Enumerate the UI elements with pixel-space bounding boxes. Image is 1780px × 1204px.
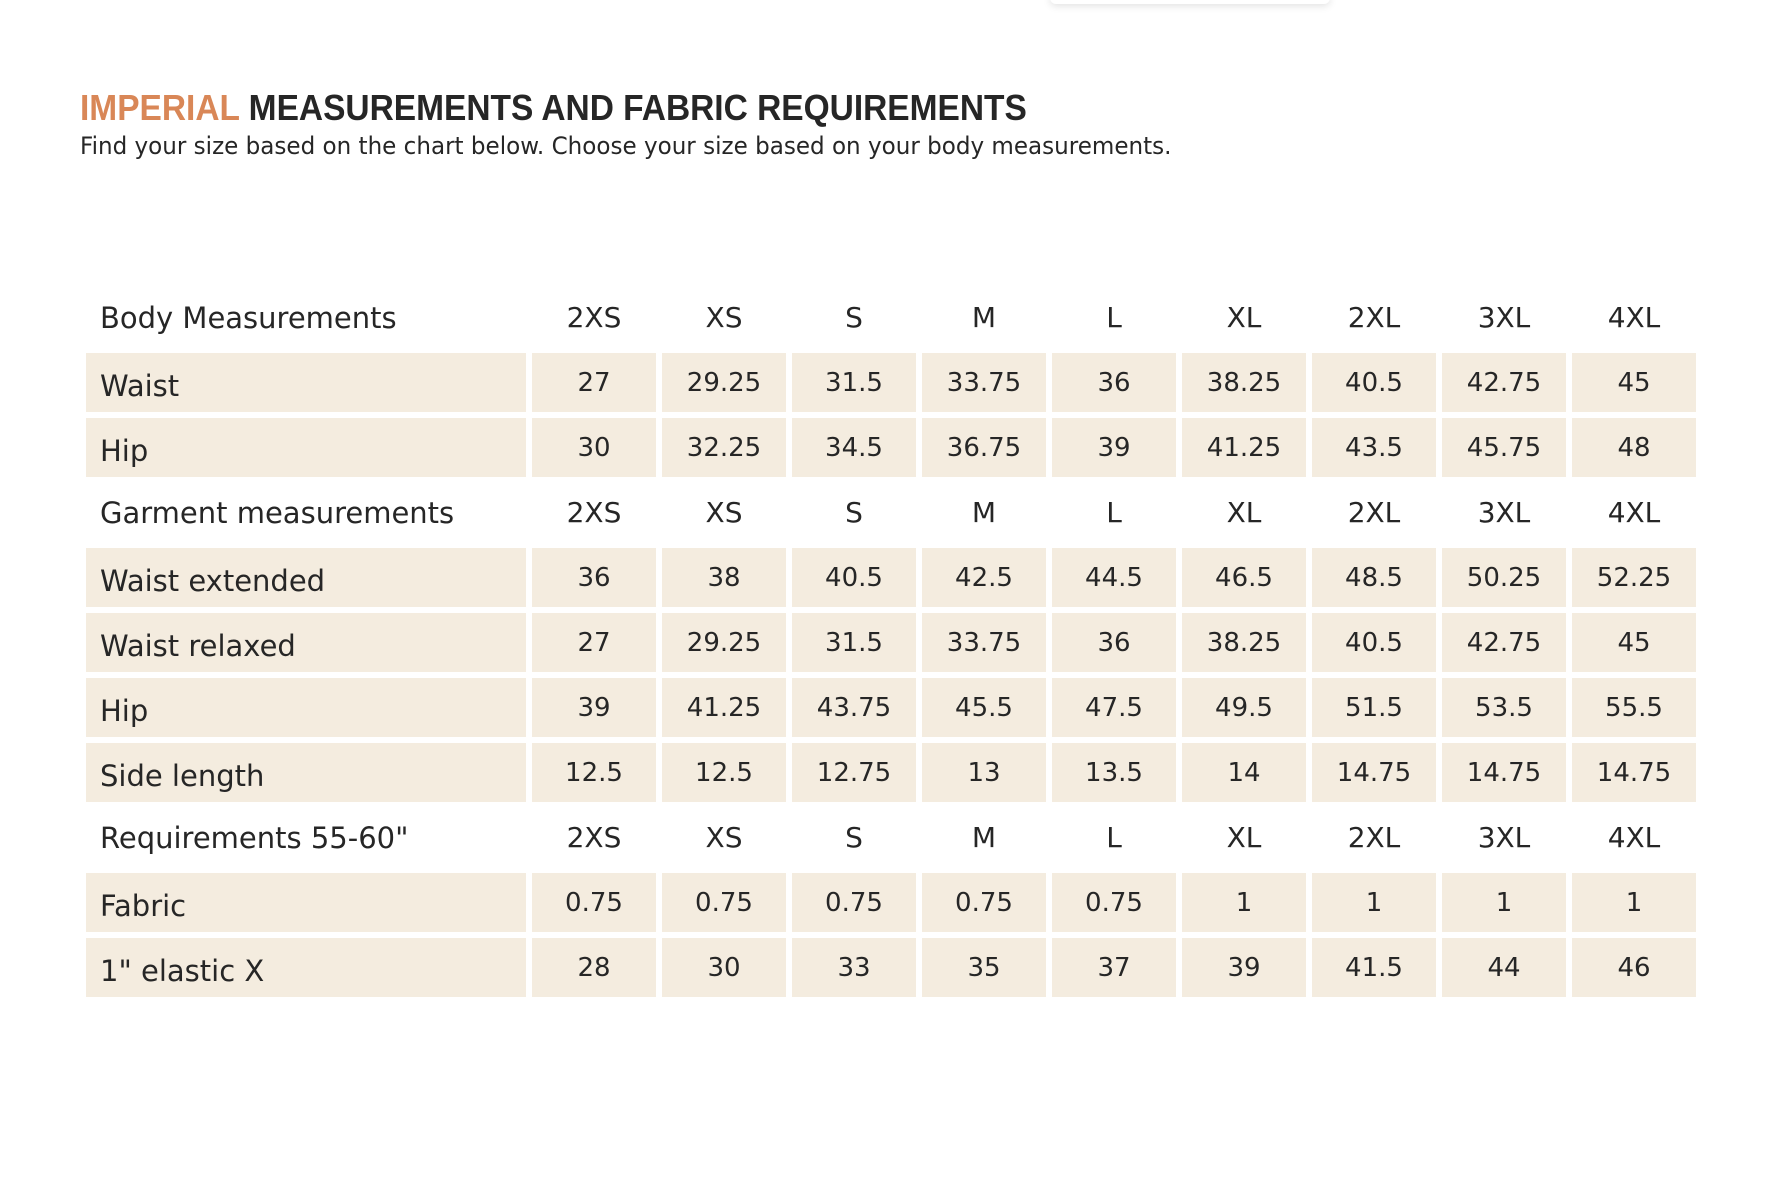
value-cell: 39 [1052, 418, 1176, 477]
value-cell: 12.5 [662, 743, 786, 802]
row-label: Hip [86, 678, 526, 737]
size-header-cell: XL [1226, 301, 1262, 334]
value-cell: 41.25 [1182, 418, 1306, 477]
value-cell: 29.25 [662, 353, 786, 412]
section-heading: Garment measurements [100, 495, 455, 530]
value-cell: 13.5 [1052, 743, 1176, 802]
value-cell: 40.5 [1312, 353, 1436, 412]
value-cell: 1 [1312, 873, 1436, 932]
value-cell: 38.25 [1182, 613, 1306, 672]
table-row [86, 873, 1696, 932]
value-cell: 45 [1572, 613, 1696, 672]
value-cell: 14.75 [1572, 743, 1696, 802]
value-cell: 0.75 [1052, 873, 1176, 932]
value-cell: 39 [1182, 938, 1306, 997]
value-cell: 36.75 [922, 418, 1046, 477]
value-cell: 36 [532, 548, 656, 607]
value-cell: 46.5 [1182, 548, 1306, 607]
value-cell: 51.5 [1312, 678, 1436, 737]
size-header-cell: S [845, 301, 863, 334]
size-header-cell: XS [705, 821, 743, 854]
size-header-cell: XL [1226, 496, 1262, 529]
value-cell: 49.5 [1182, 678, 1306, 737]
size-header-cell: M [971, 821, 997, 854]
value-cell: 36 [1052, 353, 1176, 412]
top-decoration [1050, 0, 1330, 4]
row-label: Side length [86, 743, 526, 802]
row-label: Waist [86, 353, 526, 412]
value-cell: 12.5 [532, 743, 656, 802]
value-cell: 30 [532, 418, 656, 477]
value-cell: 29.25 [662, 613, 786, 672]
value-cell: 33 [792, 938, 916, 997]
value-cell: 0.75 [922, 873, 1046, 932]
value-cell: 31.5 [792, 353, 916, 412]
value-cell: 33.75 [922, 613, 1046, 672]
table-row [86, 353, 1696, 412]
value-cell: 45 [1572, 353, 1696, 412]
value-cell: 43.5 [1312, 418, 1436, 477]
size-header-cell: 2XS [566, 496, 622, 529]
value-cell: 0.75 [662, 873, 786, 932]
section-heading: Requirements 55-60" [100, 820, 409, 855]
value-cell: 14 [1182, 743, 1306, 802]
value-cell: 37 [1052, 938, 1176, 997]
value-cell: 0.75 [792, 873, 916, 932]
value-cell: 39 [532, 678, 656, 737]
table-row [86, 743, 1696, 802]
value-cell: 28 [532, 938, 656, 997]
size-chart-body [86, 288, 1696, 997]
value-cell: 38 [662, 548, 786, 607]
value-cell: 0.75 [532, 873, 656, 932]
size-header-cell: 4XL [1607, 301, 1661, 334]
value-cell: 40.5 [792, 548, 916, 607]
size-header-cell: XS [705, 496, 743, 529]
value-cell: 42.75 [1442, 353, 1566, 412]
table-row [86, 938, 1696, 997]
title-accent: IMPERIAL [80, 87, 240, 128]
value-cell: 41.5 [1312, 938, 1436, 997]
value-cell: 27 [532, 613, 656, 672]
section-header-row [86, 808, 1696, 867]
table-row [86, 418, 1696, 477]
value-cell: 38.25 [1182, 353, 1306, 412]
value-cell: 45.5 [922, 678, 1046, 737]
row-label: 1" elastic X [86, 938, 526, 997]
value-cell: 42.5 [922, 548, 1046, 607]
size-header-cell: 4XL [1607, 821, 1661, 854]
size-header-cell: M [971, 496, 997, 529]
value-cell: 30 [662, 938, 786, 997]
size-header-cell: 2XS [566, 301, 622, 334]
row-label: Fabric [86, 873, 526, 932]
size-header-cell: 2XL [1347, 301, 1401, 334]
value-cell: 50.25 [1442, 548, 1566, 607]
value-cell: 14.75 [1442, 743, 1566, 802]
value-cell: 42.75 [1442, 613, 1566, 672]
value-cell: 1 [1572, 873, 1696, 932]
size-header-cell: S [845, 496, 863, 529]
section-heading: Body Measurements [100, 300, 397, 335]
size-header-cell: 3XL [1477, 301, 1531, 334]
size-header-cell: XS [705, 301, 743, 334]
size-header-cell: S [845, 821, 863, 854]
page-header [80, 86, 1217, 160]
value-cell: 35 [922, 938, 1046, 997]
value-cell: 36 [1052, 613, 1176, 672]
value-cell: 46 [1572, 938, 1696, 997]
size-header-cell: L [1106, 821, 1122, 854]
table-row [86, 613, 1696, 672]
value-cell: 40.5 [1312, 613, 1436, 672]
size-header-cell: 2XL [1347, 821, 1401, 854]
value-cell: 43.75 [792, 678, 916, 737]
value-cell: 31.5 [792, 613, 916, 672]
size-header-cell: L [1106, 301, 1122, 334]
value-cell: 12.75 [792, 743, 916, 802]
value-cell: 52.25 [1572, 548, 1696, 607]
value-cell: 44.5 [1052, 548, 1176, 607]
value-cell: 27 [532, 353, 656, 412]
size-header-cell: XL [1226, 821, 1262, 854]
size-header-cell: M [971, 301, 997, 334]
value-cell: 47.5 [1052, 678, 1176, 737]
row-label: Hip [86, 418, 526, 477]
size-chart-table [80, 282, 1702, 1003]
value-cell: 53.5 [1442, 678, 1566, 737]
value-cell: 13 [922, 743, 1046, 802]
title-rest: MEASUREMENTS AND FABRIC REQUIREMENTS [248, 87, 1027, 128]
value-cell: 45.75 [1442, 418, 1566, 477]
size-header-cell: L [1106, 496, 1122, 529]
row-label: Waist relaxed [86, 613, 526, 672]
value-cell: 48.5 [1312, 548, 1436, 607]
size-header-cell: 4XL [1607, 496, 1661, 529]
value-cell: 1 [1442, 873, 1566, 932]
value-cell: 41.25 [662, 678, 786, 737]
page-subtitle: Find your size based on the chart below. Choose your size based on your body measurements. [80, 132, 1172, 160]
size-header-cell: 3XL [1477, 496, 1531, 529]
value-cell: 14.75 [1312, 743, 1436, 802]
page-title [80, 86, 1137, 130]
section-header-row [86, 483, 1696, 542]
section-header-row [86, 288, 1696, 347]
value-cell: 34.5 [792, 418, 916, 477]
value-cell: 48 [1572, 418, 1696, 477]
table-row [86, 548, 1696, 607]
value-cell: 33.75 [922, 353, 1046, 412]
row-label: Waist extended [86, 548, 526, 607]
value-cell: 44 [1442, 938, 1566, 997]
size-header-cell: 2XS [566, 821, 622, 854]
value-cell: 55.5 [1572, 678, 1696, 737]
value-cell: 32.25 [662, 418, 786, 477]
table-row [86, 678, 1696, 737]
size-header-cell: 3XL [1477, 821, 1531, 854]
value-cell: 1 [1182, 873, 1306, 932]
size-header-cell: 2XL [1347, 496, 1401, 529]
